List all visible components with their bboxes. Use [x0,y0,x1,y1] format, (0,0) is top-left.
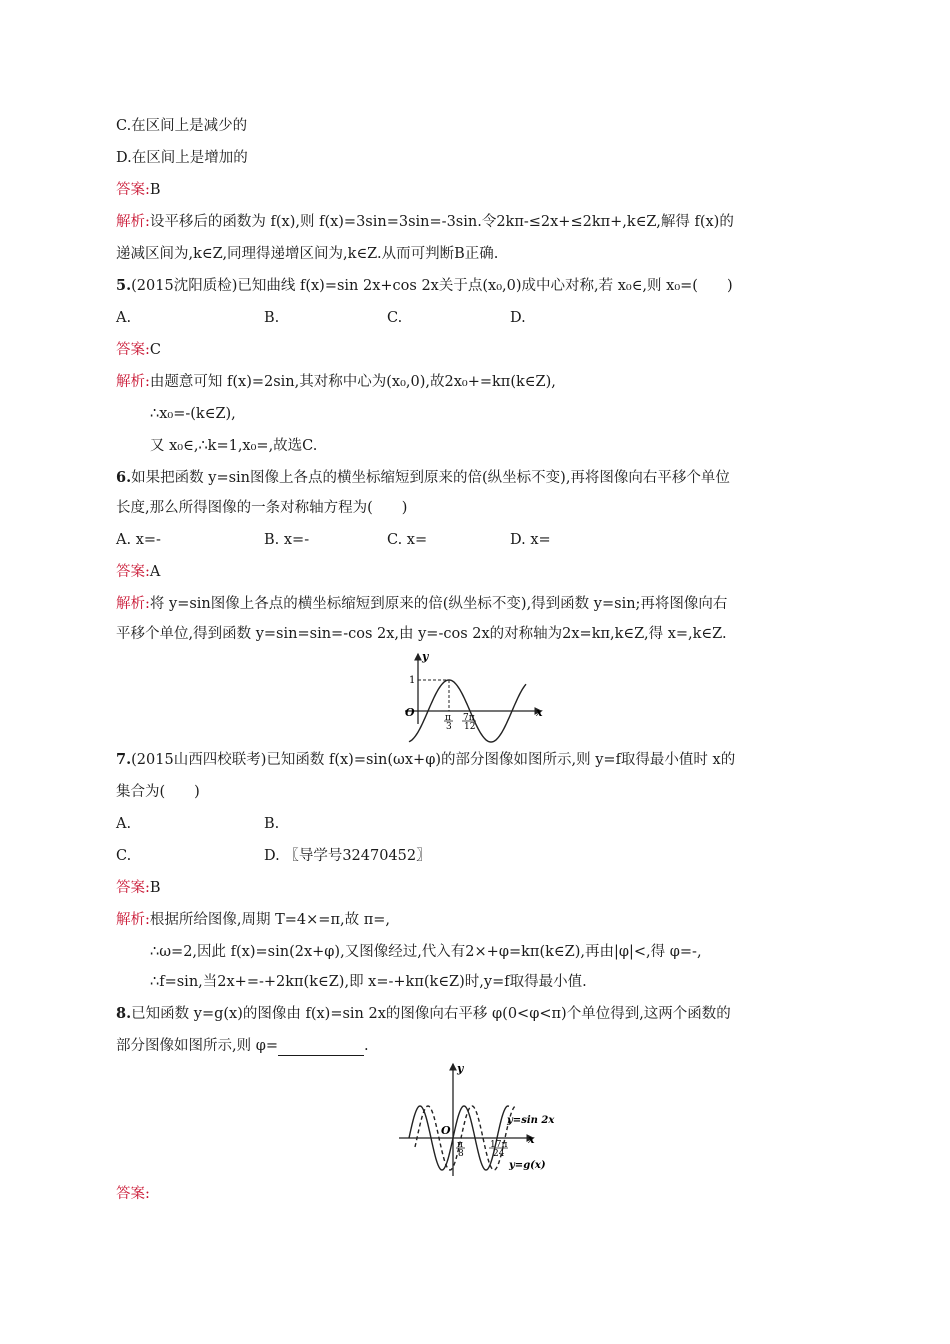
q4-option-c: C.在区间上是减少的 [116,118,248,134]
figure-sine-shift-graph-q8 [395,1060,570,1178]
tick-17pi-24-den: 24 [493,1149,505,1159]
q7-answer [116,878,161,898]
y-axis-label: y [422,650,429,663]
q7-explanation-3: ∴f=sin,当2x+=-+2kπ(k∈Z),即 x=-+kπ(k∈Z)时,y=f取得最小值. [150,974,587,990]
explanation-text: 设平移后的函数为 f(x),则 f(x)=3sin=3sin=-3sin.令2kπ-≤2x+≤2kπ+,k∈Z,解得 f(x)的 [149,214,734,230]
origin-label: O [405,706,415,719]
question-number: 6. [116,469,132,486]
question-text: 如果把函数 y=sin图像上各点的横坐标缩短到原来的倍(纵坐标不变),再将图像向右平移个单位 [131,470,730,486]
q4-answer [116,180,161,200]
q6-answer [116,562,160,582]
q7-option-d: D. 〖导学号32470452〗 [264,848,431,864]
q7-option-c: C. [116,848,132,864]
explanation-text: 将 y=sin图像上各点的横坐标缩短到原来的倍(纵坐标不变),得到函数 y=sin;再将图像向右 [149,596,728,612]
q7-stem-1 [116,750,735,770]
q4-option-d: D.在区间上是增加的 [116,150,248,166]
q5-answer [116,340,161,360]
q8-answer [116,1184,150,1204]
q4-explanation-2: 递减区间为,k∈Z,同理得递增区间为,k∈Z.从而可判断B正确. [116,246,499,262]
question-text: 已知函数 y=g(x)的图像由 f(x)=sin 2x的图像向右平移 φ(0<φ<π)个单位得到,这两个函数的 [131,1006,731,1022]
question-text: 部分图像如图所示,则 φ= [116,1038,279,1054]
answer-value: C [149,342,161,358]
q5-option-c: C. [387,310,403,326]
x-axis-label: x [528,1133,535,1146]
x-axis-label: x [536,706,543,719]
figure-sine-graph-q7 [395,650,555,732]
answer-value: B [149,182,161,198]
label-sin-2x: y=sin 2x [507,1115,555,1126]
q7-explanation-1 [116,910,390,930]
answer-value: B [149,880,161,896]
explanation-label: 解析: [116,374,150,390]
q7-option-b: B. [264,816,280,832]
question-number: 5. [116,277,132,294]
q5-option-b: B. [264,310,280,326]
q5-option-a: A. [116,310,132,326]
answer-label: 答案: [116,880,150,896]
q6-option-b: B. x=- [264,532,310,548]
question-text: (2015沈阳质检)已知曲线 f(x)=sin 2x+cos 2x关于点(x₀,0)成中心对称,若 x₀∈,则 x₀=( ) [131,278,733,294]
q4-explanation-1 [116,212,734,232]
question-number: 8. [116,1005,132,1022]
q5-stem [116,276,733,296]
q6-option-a: A. x=- [116,532,161,548]
answer-label: 答案: [116,342,150,358]
tick-pi-3-num: π [445,713,451,723]
tick-7pi-12-num: 7π [463,713,475,723]
q5-option-d: D. [510,310,526,326]
answer-label: 答案: [116,564,150,580]
y-tick-one: 1 [409,675,416,686]
q7-explanation-2: ∴ω=2,因此 f(x)=sin(2x+φ),又图像经过,代入有2×+φ=kπ(k∈Z),再由|φ|<,得 φ=-, [150,944,702,960]
explanation-text: 根据所给图像,周期 T=4×=π,故 π=, [149,912,390,928]
answer-label: 答案: [116,1186,150,1202]
answer-value: A [149,564,161,580]
q7-stem-2: 集合为( ) [116,784,200,800]
tick-pi-3-den: 3 [446,722,452,732]
label-g: y=g(x) [509,1160,546,1171]
period: . [364,1038,369,1054]
q5-explanation-2: ∴x₀=-(k∈Z), [150,406,236,422]
q5-explanation-3: 又 x₀∈,∴k=1,x₀=,故选C. [150,438,318,454]
origin-label: O [441,1124,451,1137]
q8-stem-2 [116,1036,369,1056]
answer-label: 答案: [116,182,150,198]
tick-17pi-24-num: 17π [490,1140,508,1150]
q5-explanation-1 [116,372,556,392]
q6-explanation-1 [116,594,727,614]
explanation-label: 解析: [116,596,150,612]
q8-stem-1 [116,1004,731,1024]
q6-stem-2: 长度,那么所得图像的一条对称轴方程为( ) [116,500,408,516]
q7-option-a: A. [116,816,132,832]
y-axis-label: y [457,1062,464,1075]
q6-option-d: D. x= [510,532,551,548]
answer-blank[interactable] [278,1041,364,1056]
question-text: (2015山西四校联考)已知函数 f(x)=sin(ωx+φ)的部分图像如图所示,则 y=f取得最小值时 x的 [131,752,736,768]
tick-7pi-12-den: 12 [464,722,476,732]
q6-stem-1 [116,468,730,488]
explanation-text: 由题意可知 f(x)=2sin,其对称中心为(x₀,0),故2x₀+=kπ(k∈Z), [149,374,556,390]
q6-option-c: C. x= [387,532,428,548]
explanation-label: 解析: [116,912,150,928]
tick-pi-8-den: 8 [458,1149,464,1159]
explanation-label: 解析: [116,214,150,230]
question-number: 7. [116,751,132,768]
q6-explanation-2: 平移个单位,得到函数 y=sin=sin=-cos 2x,由 y=-cos 2x的对称轴为2x=kπ,k∈Z,得 x=,k∈Z. [116,626,727,642]
tick-pi-8-num: π [457,1140,463,1150]
